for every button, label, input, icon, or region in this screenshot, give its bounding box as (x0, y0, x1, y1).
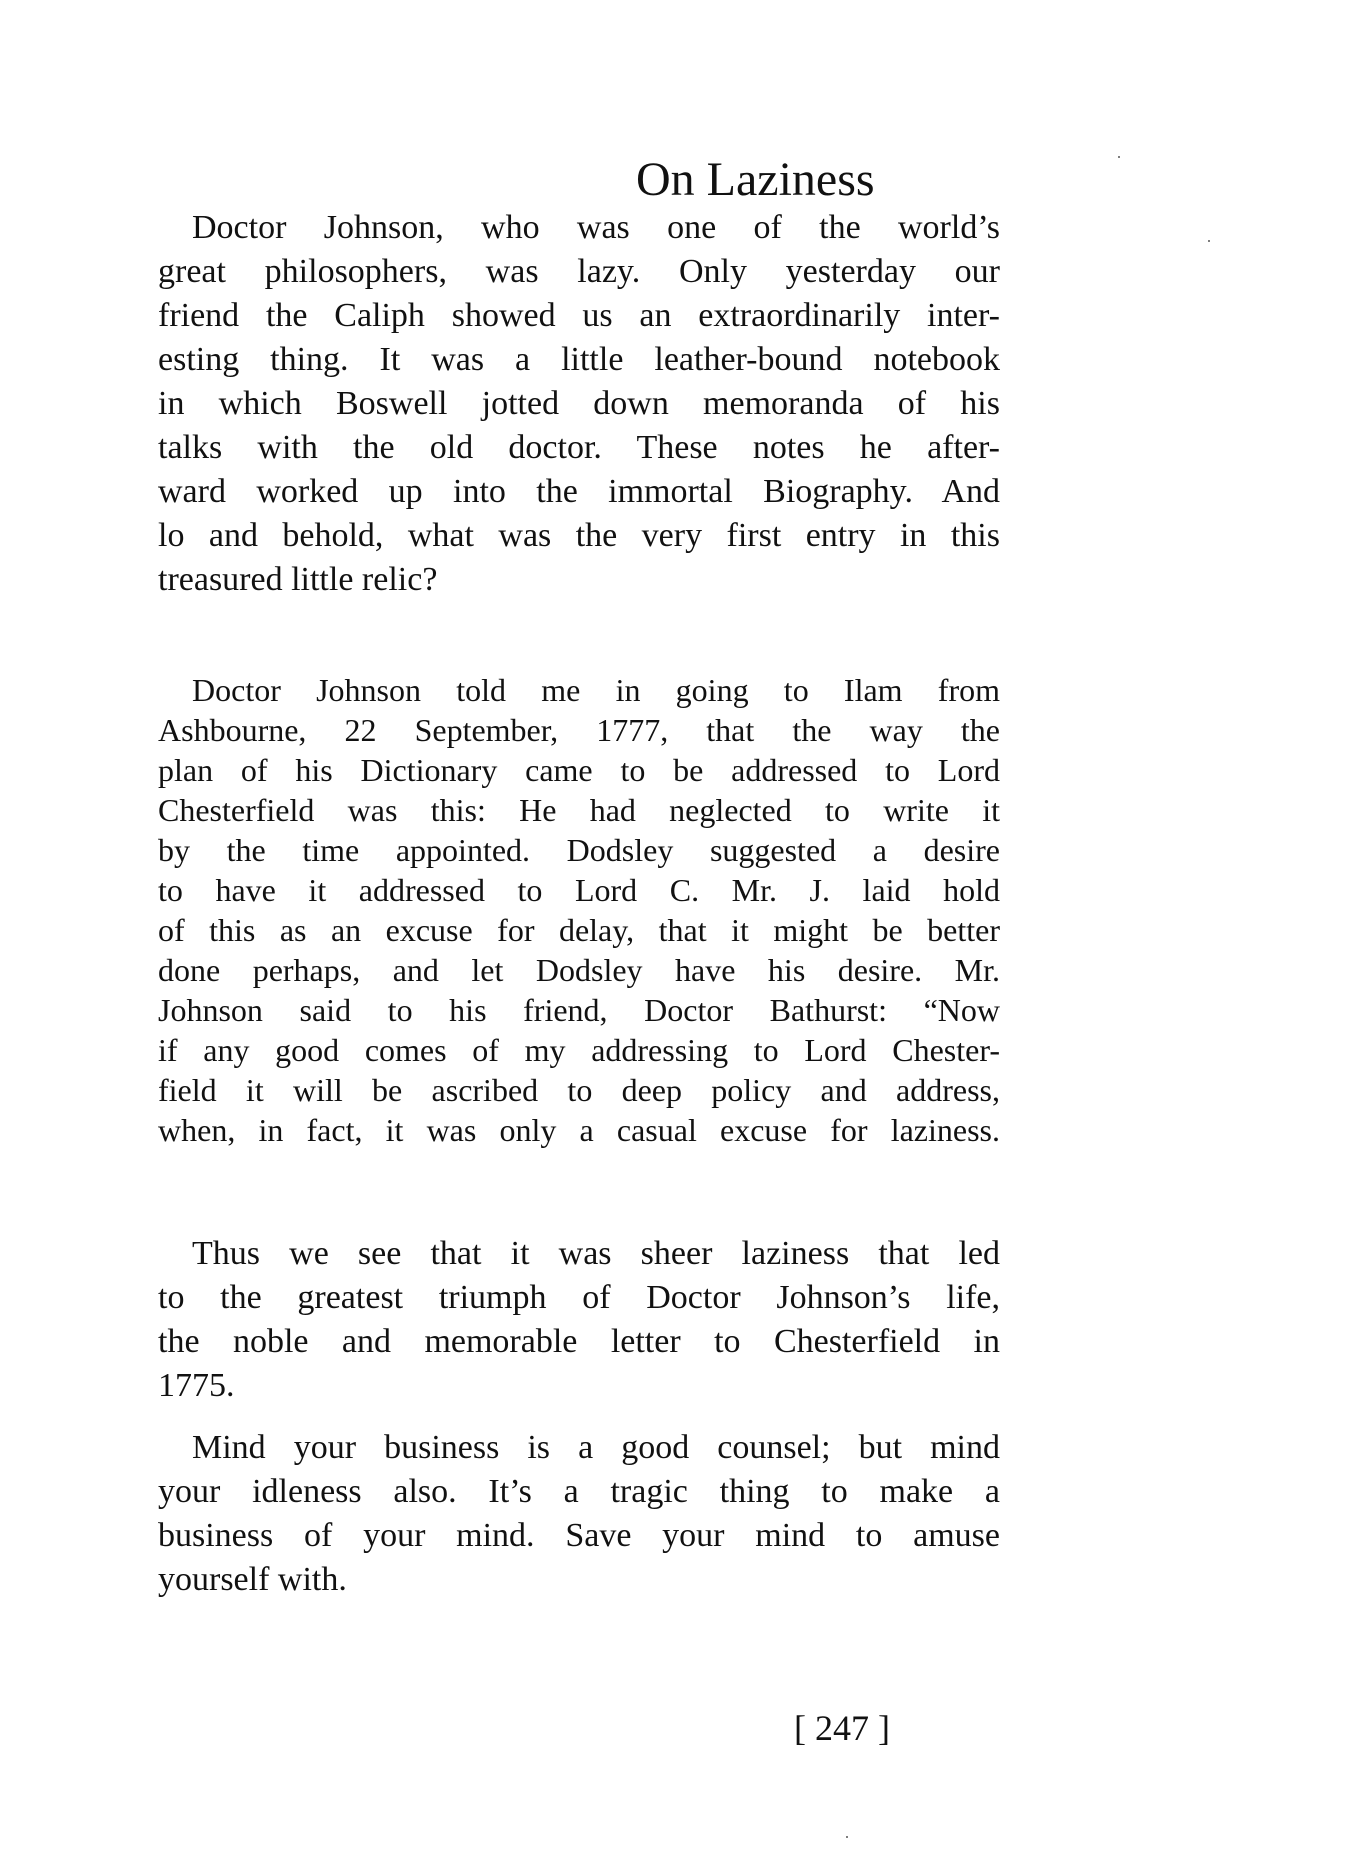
text-line: 1775. (158, 1367, 235, 1404)
text-line: Chesterfield was this: He had neglected to write it (158, 792, 1000, 828)
text-line: done perhaps, and let Dodsley have his desire. Mr. (158, 952, 1000, 988)
text-line: yourself with. (158, 1561, 347, 1598)
text-line: ward worked up into the immortal Biography. And (158, 473, 1000, 510)
scan-speck (1118, 156, 1120, 158)
text-line: of this as an excuse for delay, that it might be better (158, 912, 1000, 948)
text-line: lo and behold, what was the very first entry in this (158, 517, 1000, 554)
text-line: great philosophers, was lazy. Only yesterday our (158, 253, 1000, 290)
text-line: your idleness also. It’s a tragic thing to make a (158, 1473, 1000, 1510)
scan-speck (1208, 240, 1210, 242)
text-line: the noble and memorable letter to Chesterfield in (158, 1323, 1000, 1360)
text-line: Mind your business is a good counsel; but mind (192, 1429, 1000, 1466)
text-line: esting thing. It was a little leather-bound notebook (158, 341, 1000, 378)
text-line: plan of his Dictionary came to be addressed to Lord (158, 752, 1000, 788)
text-line: to have it addressed to Lord C. Mr. J. laid hold (158, 872, 1000, 908)
scan-speck (846, 1836, 848, 1838)
text-line: friend the Caliph showed us an extraordinarily inter- (158, 297, 1000, 334)
text-line: if any good comes of my addressing to Lord Chester- (158, 1032, 1000, 1068)
text-line: in which Boswell jotted down memoranda of his (158, 385, 1000, 422)
text-line: field it will be ascribed to deep policy and address, (158, 1072, 1000, 1108)
text-line: treasured little relic? (158, 561, 438, 598)
text-line: talks with the old doctor. These notes he after- (158, 429, 1000, 466)
text-line: business of your mind. Save your mind to amuse (158, 1517, 1000, 1554)
text-line: when, in fact, it was only a casual excuse for laziness. (158, 1112, 1000, 1148)
text-line: Doctor Johnson, who was one of the world’s (192, 209, 1000, 246)
text-line: by the time appointed. Dodsley suggested a desire (158, 832, 1000, 868)
page-title: On Laziness (636, 153, 875, 206)
text-line: Johnson said to his friend, Doctor Bathurst: “Now (158, 992, 1000, 1028)
text-line: Doctor Johnson told me in going to Ilam from (192, 672, 1000, 708)
text-line: Thus we see that it was sheer laziness that led (192, 1235, 1000, 1272)
page-number: [ 247 ] (794, 1708, 890, 1748)
text-line: Ashbourne, 22 September, 1777, that the way the (158, 712, 1000, 748)
text-line: to the greatest triumph of Doctor Johnson’s life, (158, 1279, 1000, 1316)
